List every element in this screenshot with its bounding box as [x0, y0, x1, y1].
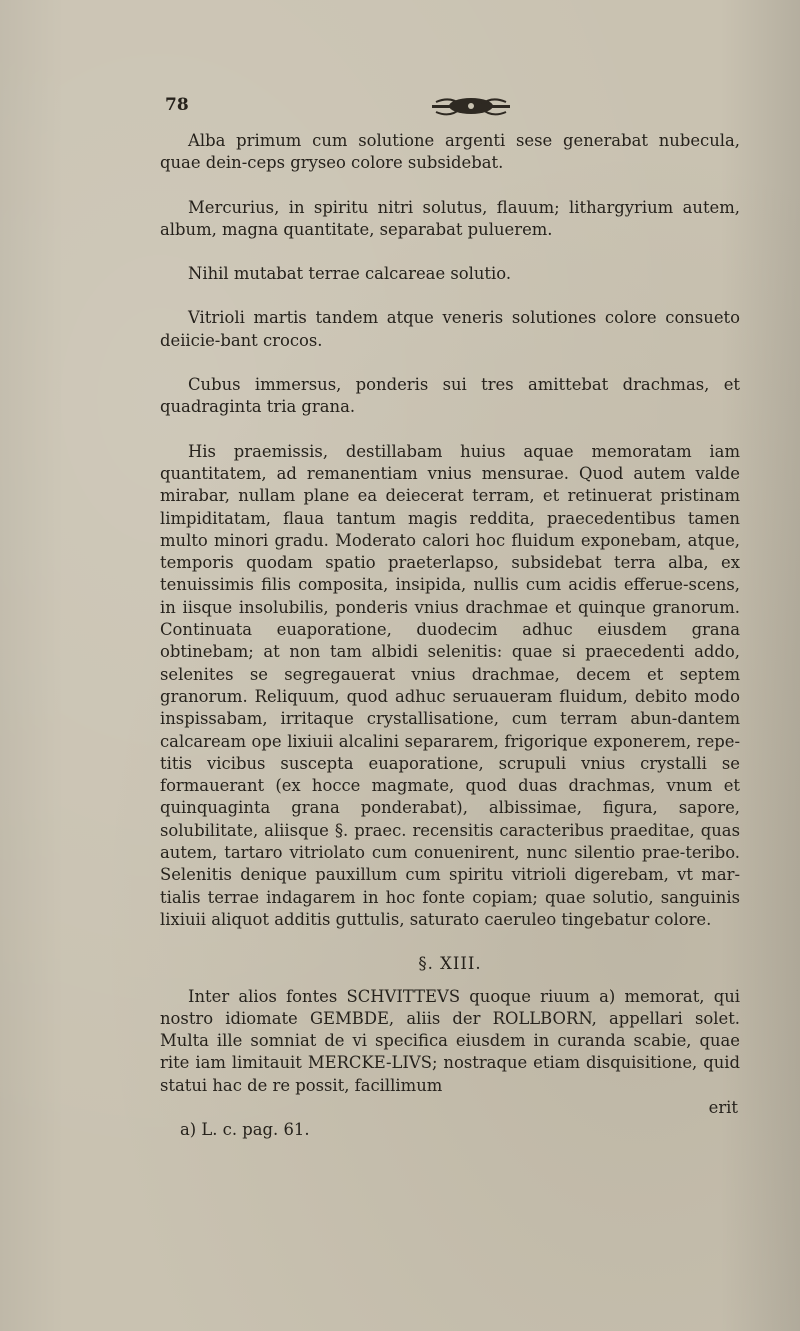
printers-ornament-icon — [430, 98, 512, 116]
paragraph: Alba primum cum solutione argenti sese generabat nubecula, quae dein-ceps gryseo colore subsidebat. — [160, 131, 740, 173]
paragraph: Cubus immersus, ponderis sui tres amittebat drachmas, et quadraginta tria grana. — [160, 375, 740, 417]
body-text — [160, 130, 740, 1142]
paragraph: Nihil mutabat terrae calcareae solutio. — [188, 264, 512, 284]
paragraph: His praemissis, destillabam huius aquae memoratam iam quantitatem, ad remanentiam vnius mensurae. Quod autem valde mirabar, nullam plane ea deiecerat terram, et retinuerat pristinam limpiditatam, flaua tantum magis reddita, praecedentibus tamen multo minori gradu. Moderato calori hoc fluidum exponebam, atque, temporis quodam spatio praeterlapso, subsidebat terra alba, ex tenuissimis filis composita, insipida, nullis cum acidis efferue-scens, in iisque insolubilis, ponderis vnius drachmae et quinque granorum. Continuata euaporatione, duodecim adhuc eiusdem grana obtinebam; at non tam albidi selenitis: quae si praecedenti addo, selenites se segregauerat vnius drachmae, decem et septem granorum. Reliquum, quod adhuc seruaueram fluidum, debito modo inspissabam, irritaque crystallisatione, cum terram abun-dantem calcaream ope lixiuii alcalini separarem, frigorique exponerem, repe-titis vicibus suscepta euaporatione, scrupuli vnius crystalli se formauerant (ex hocce magmate, quod duas drachmas, vnum et quinquaginta grana ponderabat), albissimae, figura, sapore, solubilitate, aliisque §. praec. recensitis caracteribus praeditae, quas autem, tartaro vitriolato cum conuenirent, nunc silentio prae-teribo. Selenitis denique pauxillum cum spiritu vitrioli digerebam, vt mar-tialis terrae indagarem in hoc fonte copiam; quae solutio, sanguinis lixiuii aliquot additis guttulis, saturato caeruleo tingebatur colore. — [160, 441, 740, 929]
catchword: erit — [708, 1097, 738, 1117]
page-header — [165, 95, 685, 121]
paragraph: Mercurius, in spiritu nitri solutus, flauum; lithargyrium autem, album, magna quantitate, separabat puluerem. — [160, 197, 740, 239]
footnote: a) L. c. pag. 61. — [180, 1120, 310, 1140]
section-heading: §. XIII. — [418, 954, 482, 974]
paragraph: Inter alios fontes SCHVITTEVS quoque riuum a) memorat, qui nostro idiomate GEMBDE, aliis der ROLLBORN, appellari solet. Multa ille somniat de vi specifica eiusdem in curanda scabie, quae rite iam limitauit MERCKE-LIVS; nostraque etiam disquisitione, quid statui hac de re possit, facillimum — [160, 986, 740, 1095]
page-number: 78 — [165, 95, 189, 115]
paragraph: Vitrioli martis tandem atque veneris solutiones colore consueto deiicie-bant crocos. — [160, 308, 740, 350]
